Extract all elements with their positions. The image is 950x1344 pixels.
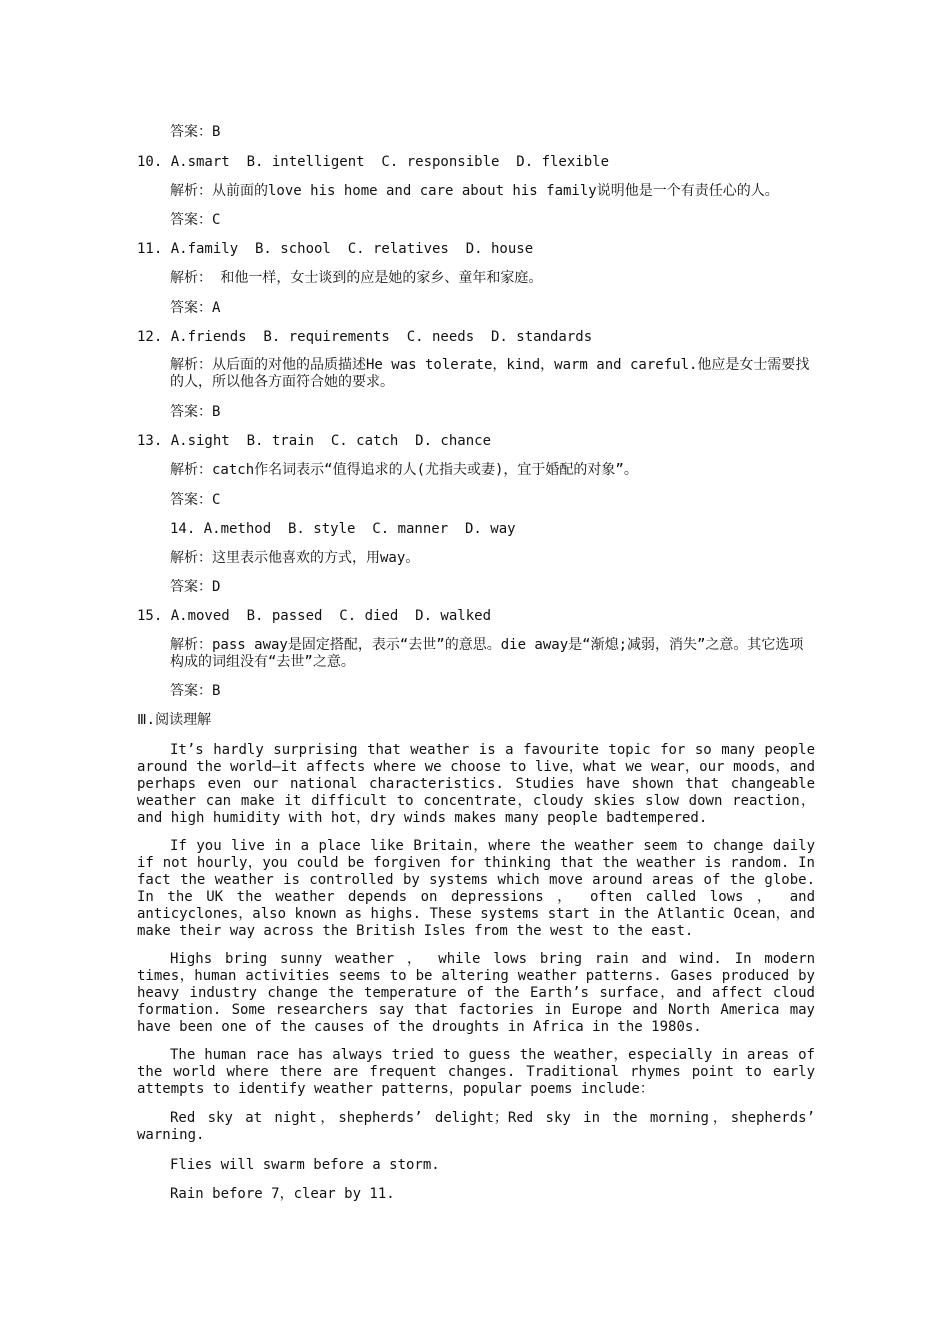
question-12-options: 12. A.friends B. requirements C. needs D. standards [137, 329, 593, 345]
rhyme-line: Flies will swarm before a storm. [170, 1157, 440, 1173]
question-13-options: 13. A.sight B. train C. catch D. chance [137, 433, 492, 449]
answer-10: 答案：C [170, 212, 221, 228]
question-14-analysis: 解析：这里表示他喜欢的方式，用way。 [170, 550, 420, 566]
passage-paragraph-4: The human race has always tried to guess the weather，especially in areas of the world where there are frequent changes. Traditional rhymes point to early attempts to identify weather patterns，popular poems include： [137, 1047, 815, 1097]
passage-paragraph-3: Highs bring sunny weather ， while lows bring rain and wind. In modern times，human activities seems to be altering weather patterns. Gases produced by heavy industry change the temperature of the Earth’s surface，and affect cloud formation. Some researchers say that factories in Europe and North America may have been one of the causes of the droughts in Africa in the 1980s. [137, 951, 815, 1035]
rhyme-line: Rain before 7，clear by 11. [170, 1186, 395, 1202]
question-10-options: 10. A.smart B. intelligent C. responsible D. flexible [137, 154, 610, 170]
answer-14: 答案：D [170, 579, 221, 595]
answer-13: 答案：C [170, 492, 221, 508]
answer-12: 答案：B [170, 404, 221, 420]
passage-paragraph-1: It’s hardly surprising that weather is a favourite topic for so many people around the world—it affects where we choose to live，what we wear，our moods，and perhaps even our national characteristics. Studies have shown that changeable weather can make it difficult to concentrate，cloudy skies slow down reaction，and high humidity with hot，dry winds makes many people badtempered. [137, 742, 815, 826]
passage-paragraph-2: If you live in a place like Britain，where the weather seem to change daily if not hourly，you could be forgiven for thinking that the weather is random. In fact the weather is controlled by systems which move around areas of the globe. In the UK the weather depends on depressions ， often called lows ， and anticyclones，also known as highs. These systems start in the Atlantic Ocean，and make their way across the British Isles from the west to the east. [137, 838, 815, 939]
question-15-options: 15. A.moved B. passed C. died D. walked [137, 608, 492, 624]
question-14-options: 14. A.method B. style C. manner D. way [170, 521, 516, 537]
answer-9: 答案：B [170, 124, 221, 140]
question-10-analysis: 解析：从前面的love his home and care about his family说明他是一个有责任心的人。 [170, 183, 779, 199]
answer-15: 答案：B [170, 683, 221, 699]
reading-section-heading: Ⅲ.阅读理解 [137, 712, 212, 728]
passage-paragraph-5: Red sky at night，shepherds’ delight；Red sky in the morning，shepherds’ warning. [137, 1110, 815, 1143]
answer-11: 答案：A [170, 300, 221, 316]
question-12-analysis: 解析：从后面的对他的品质描述He was tolerate，kind，warm and careful.他应是女士需要找的人，所以他各方面符合她的要求。 [170, 357, 810, 390]
question-13-analysis: 解析：catch作名词表示“值得追求的人(尤指夫或妻)，宜于婚配的对象”。 [170, 462, 638, 478]
question-11-options: 11. A.family B. school C. relatives D. house [137, 241, 534, 257]
question-11-analysis: 解析： 和他一样，女士谈到的应是她的家乡、童年和家庭。 [170, 270, 543, 286]
question-15-analysis: 解析：pass away是固定搭配，表示“去世”的意思。die away是“渐熄;减弱，消失”之意。其它选项构成的词组没有“去世”之意。 [170, 637, 804, 670]
